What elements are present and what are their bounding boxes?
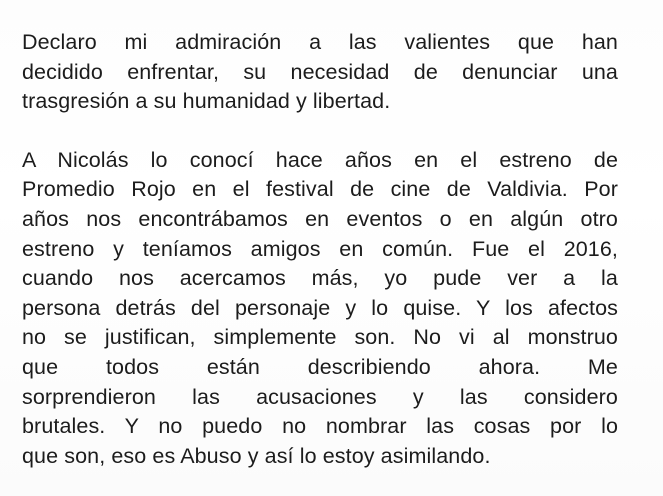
text-line: cuando nos acercamos más, yo pude ver a la (22, 266, 618, 291)
text-line: años nos encontrábamos en eventos o en algún otro (22, 206, 618, 231)
text-line: no se justifican, simplemente son. No vi al monstruo (22, 325, 618, 350)
text-line: que son, eso es Abuso y así lo estoy asimilando. (22, 443, 491, 468)
text-line: Declaro mi admiración a las valientes que han (22, 30, 618, 54)
paragraph-statement (22, 28, 618, 117)
text-line: brutales. Y no puedo no nombrar las cosas por lo (22, 414, 618, 439)
text-line: Promedio Rojo en el festival de cine de Valdivia. Por (22, 177, 618, 202)
text-line: trasgresión a su humanidad y libertad. (22, 89, 391, 114)
document-text (22, 28, 618, 471)
text-line: sorprendieron las acusaciones y las considero (22, 384, 618, 409)
text-line: decidido enfrentar, su necesidad de denunciar una (22, 59, 618, 84)
text-line: persona detrás del personaje y lo quise. Y los afectos (22, 295, 618, 320)
paragraph-testimony (22, 146, 618, 472)
text-line: estreno y teníamos amigos en común. Fue el 2016, (22, 236, 618, 261)
text-line: A Nicolás lo conocí hace años en el estreno de (22, 147, 618, 172)
text-line: que todos están describiendo ahora. Me (22, 354, 618, 379)
